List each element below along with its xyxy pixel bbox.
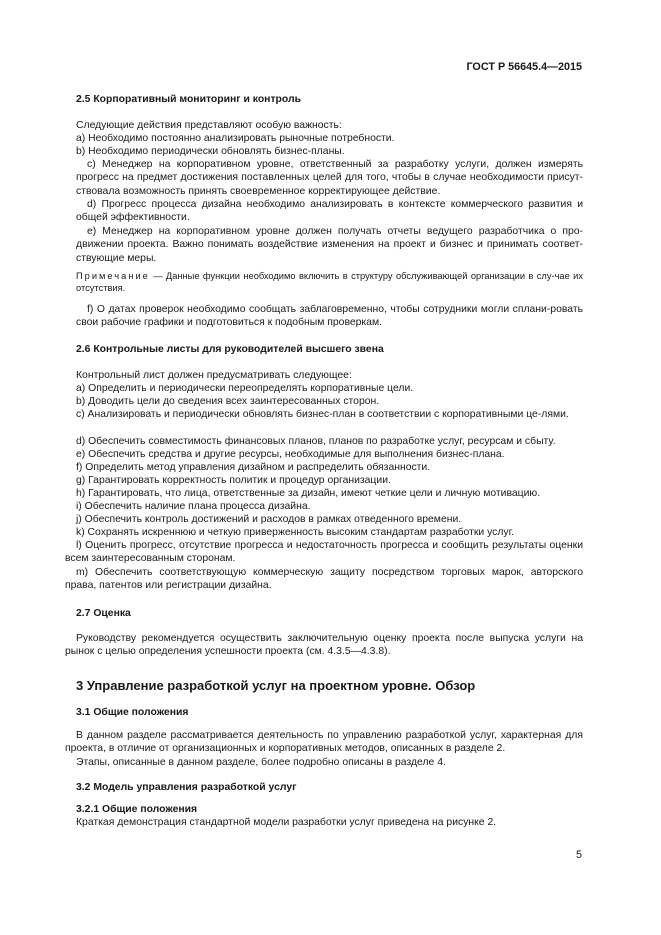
s25-item-f: f) О датах проверок необходимо сообщать заблаговременно, чтобы сотрудники могли сплани-ровать свои рабочие графики и подготовиться к подобным проверкам. (76, 304, 583, 329)
s25-item-d: d) Прогресс процесса дизайна необходимо анализировать в контексте коммерческого развития и общей эффективности. (76, 199, 583, 224)
s27-text: Руководству рекомендуется осуществить заключительную оценку проекта после выпуска услуги на рынок с целью определения успешности проекта (см. 4.3.5—4.3.8). (65, 633, 583, 658)
s26-item-k: k) Сохранять искреннюю и четкую приверженность высоким стандартам разработки услуг. (76, 527, 515, 538)
note-label: Примечание (76, 271, 150, 281)
s25-item-e: е) Менеджер на корпоративном уровне должен получать отчеты ведущего разработчика о про-движении проекта. Важно понимать воздействие изменения на проект и бизнес и принимать соответ-ствующие меры. (76, 226, 583, 264)
s26-item-f: f) Определить метод управления дизайном и распределить обязанности. (76, 462, 431, 473)
document-header: ГОСТ Р 56645.4—2015 (466, 61, 582, 73)
s31-paragraph-2: Этапы, описанные в данном разделе, более подробно описаны в разделе 4. (76, 757, 446, 768)
section-3-2-1-title: 3.2.1 Общие положения (76, 804, 198, 815)
s25-note (76, 270, 583, 294)
s26-item-a: а) Определить и периодически переопределять корпоративные цели. (76, 383, 414, 394)
s26-item-c: с) Анализировать и периодически обновлять бизнес-план в соответствии с корпоративными це-лями. (76, 409, 569, 420)
s26-item-j: j) Обеспечить контроль достижений и расходов в рамках отведенного времени. (76, 514, 462, 525)
s25-item-b: b) Необходимо периодически обновлять бизнес-планы. (76, 146, 345, 157)
s26-intro: Контрольный лист должен предусматривать следующее: (76, 370, 352, 381)
s26-item-e: е) Обеспечить средства и другие ресурсы, необходимые для выполнения бизнес-плана. (76, 449, 505, 460)
s26-item-h: h) Гарантировать, что лица, ответственные за дизайн, имеют четкие цели и личную мотивацию. (76, 488, 541, 499)
note-text: — Данные функции необходимо включить в структуру обслуживающей организации в слу-чае их отсутствия. (76, 271, 583, 293)
s25-intro: Следующие действия представляют особую важность: (76, 120, 342, 131)
s321-text: Краткая демонстрация стандартной модели разработки услуг приведена на рисунке 2. (76, 817, 497, 828)
section-2-5-title: 2.5 Корпоративный мониторинг и контроль (76, 94, 301, 105)
section-3-1-title: 3.1 Общие положения (76, 707, 189, 718)
section-2-7-title: 2.7 Оценка (76, 608, 131, 619)
s26-item-l: l) Оценить прогресс, отсутствие прогресса и недостаточность прогресса и сообщить результаты оценки всем заинтересованным сторонам. (65, 540, 583, 565)
s25-item-a: а) Необходимо постоянно анализировать рыночные потребности. (76, 133, 395, 144)
s26-item-g: g) Гарантировать корректность политик и процедур организации. (76, 475, 391, 486)
s26-item-i: i) Обеспечить наличие плана процесса дизайна. (76, 501, 311, 512)
s26-item-m: m) Обеспечить соответствующую коммерческую защиту посредством торговых марок, авторского права, патентов или регистрации дизайна. (65, 567, 583, 592)
section-3-title: 3 Управление разработкой услуг на проектном уровне. Обзор (76, 678, 476, 693)
section-2-6-title: 2.6 Контрольные листы для руководителей высшего звена (76, 344, 384, 355)
s31-paragraph-1: В данном разделе рассматривается деятельность по управлению разработкой услуг, характерная для проекта, в отличие от организационных и корпоративных методов, описанных в разделе 2. (65, 730, 583, 755)
page-number: 5 (575, 849, 582, 861)
s25-item-c: с) Менеджер на корпоративном уровне, ответственный за разработку услуги, должен измерять прогресс на предмет достижения поставленных целей для того, чтобы в случае необходимости присут-ствовала возможность принять своевременное корректирующее действие. (76, 159, 583, 197)
s26-item-d: d) Обеспечить совместимость финансовых планов, планов по разработке услуг, ресурсам и сбыту. (76, 436, 556, 447)
s26-item-b: b) Доводить цели до сведения всех заинтересованных сторон. (76, 396, 380, 407)
section-3-2-title: 3.2 Модель управления разработкой услуг (76, 782, 297, 793)
